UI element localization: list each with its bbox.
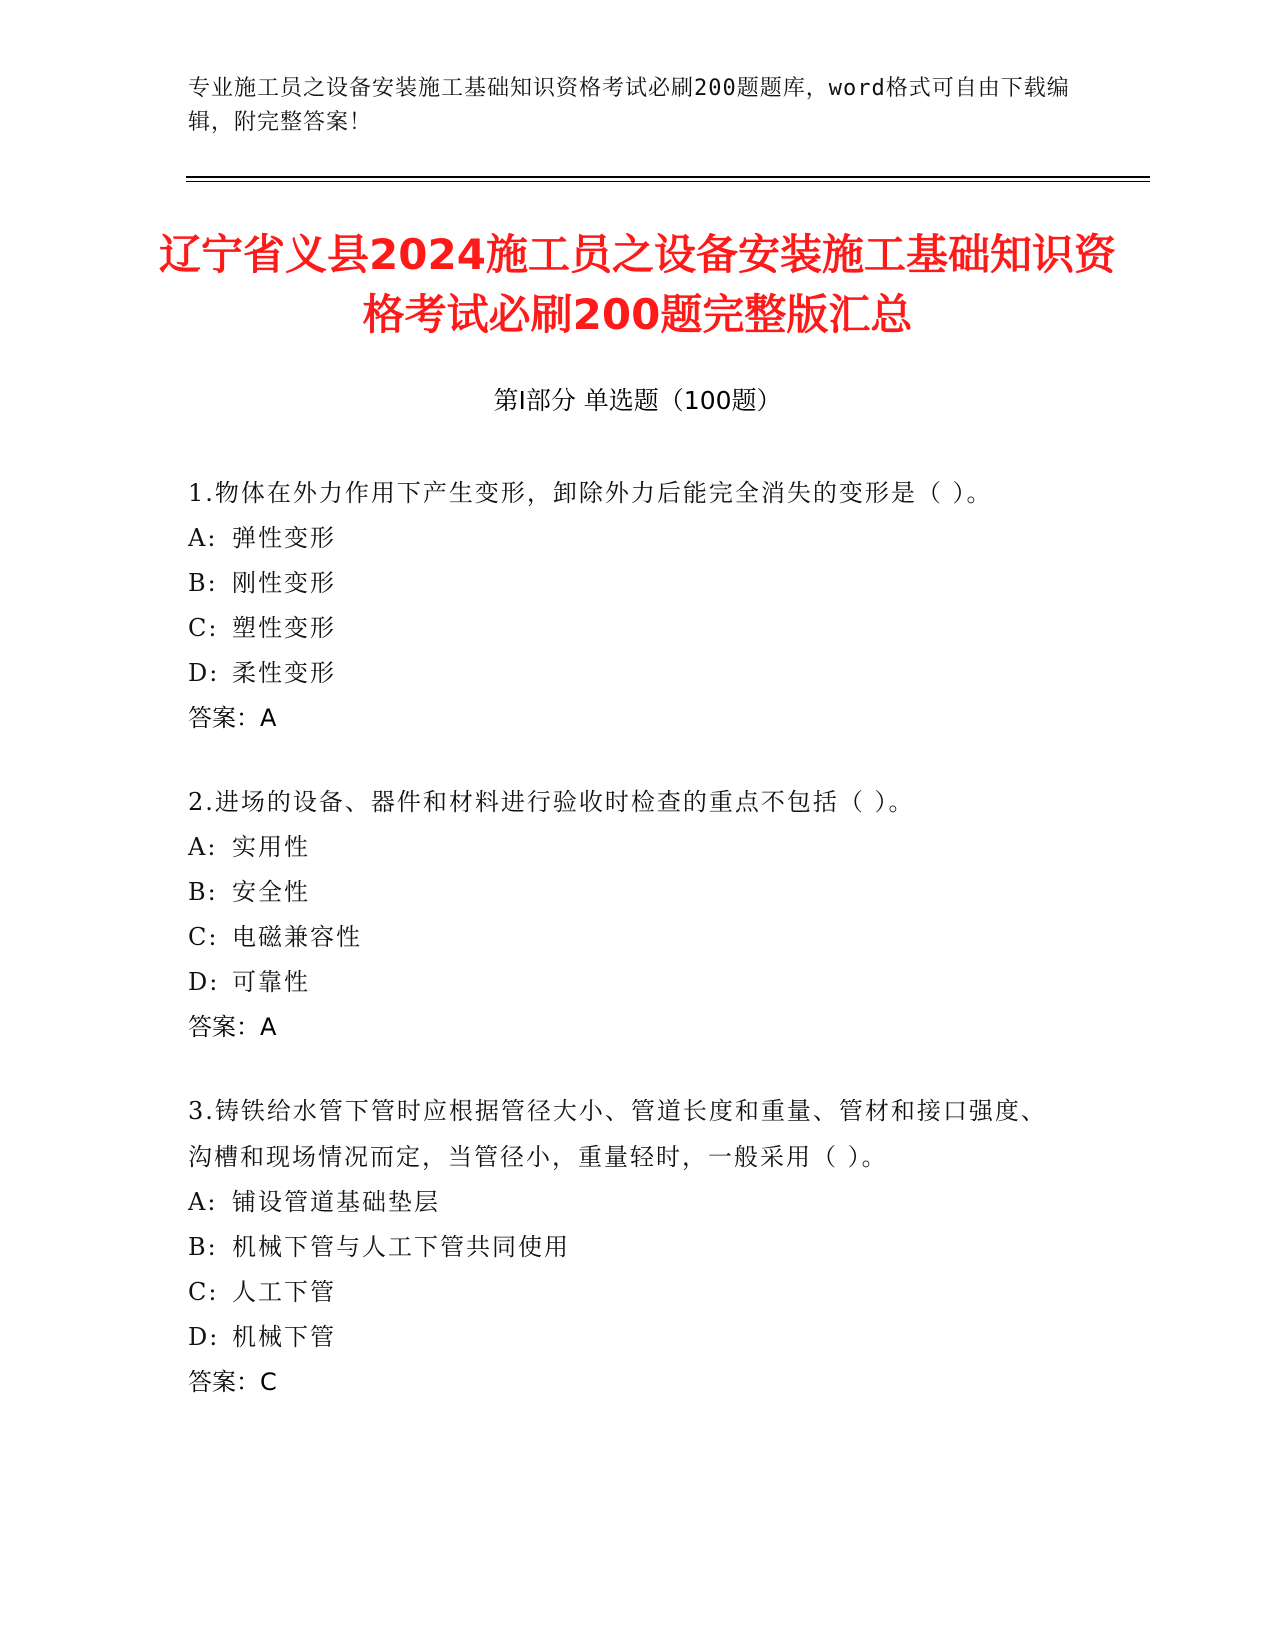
question-item-3: [188, 1088, 1068, 1405]
answer-line: 答案：C: [188, 1368, 277, 1396]
option-letter: C:: [188, 614, 219, 642]
option-text: 铺设管道基础垫层: [232, 1188, 440, 1216]
option-text: 弹性变形: [232, 524, 336, 552]
question-stem: 3.铸铁给水管下管时应根据管径大小、管道长度和重量、管材和接口强度、沟槽和现场情况而定，当管径小，重量轻时，一般采用（ ）。: [188, 1097, 1047, 1171]
option-letter: D:: [188, 659, 220, 687]
option-letter: D:: [188, 1323, 220, 1351]
option-letter: B:: [188, 569, 218, 597]
question-stem: 2.进场的设备、器件和材料进行验收时检查的重点不包括（ ）。: [188, 788, 915, 816]
option-text: 可靠性: [232, 968, 310, 996]
answer-line: 答案：A: [188, 1013, 277, 1041]
option-text: 柔性变形: [232, 659, 336, 687]
header-divider-thick: [186, 176, 1150, 178]
option-letter: B:: [188, 1233, 218, 1261]
option-c: [188, 1270, 1068, 1315]
option-a: [188, 1180, 1068, 1225]
section-heading: 第Ⅰ部分 单选题（100题）: [493, 386, 782, 415]
option-letter: A:: [188, 1188, 218, 1216]
option-letter: C:: [188, 1278, 219, 1306]
option-text: 实用性: [232, 833, 310, 861]
option-d: [188, 960, 1068, 1005]
header-note: 专业施工员之设备安装施工基础知识资格考试必刷200题题库，word格式可自由下载编辑，附完整答案！: [188, 76, 1070, 135]
option-c: [188, 915, 1068, 960]
option-text: 机械下管与人工下管共同使用: [232, 1233, 570, 1261]
option-letter: B:: [188, 878, 218, 906]
option-a: [188, 825, 1068, 870]
option-letter: D:: [188, 968, 220, 996]
option-letter: C:: [188, 923, 219, 951]
option-a: [188, 516, 1068, 561]
option-letter: A:: [188, 833, 218, 861]
option-text: 塑性变形: [232, 614, 336, 642]
option-d: [188, 651, 1068, 696]
question-item-2: [188, 779, 1068, 1050]
option-text: 机械下管: [232, 1323, 336, 1351]
option-text: 安全性: [232, 878, 310, 906]
document-title: 辽宁省义县2024施工员之设备安装施工基础知识资格考试必刷200题完整版汇总: [159, 230, 1116, 339]
option-text: 电磁兼容性: [232, 923, 362, 951]
answer-line: 答案：A: [188, 704, 277, 732]
question-list: [188, 470, 1068, 1443]
question-stem: 1.物体在外力作用下产生变形，卸除外力后能完全消失的变形是（ ）。: [188, 479, 993, 507]
question-item-1: [188, 470, 1068, 741]
option-text: 人工下管: [232, 1278, 336, 1306]
option-b: [188, 870, 1068, 915]
option-d: [188, 1315, 1068, 1360]
option-text: 刚性变形: [232, 569, 336, 597]
header-divider-thin: [186, 181, 1150, 182]
option-b: [188, 1225, 1068, 1270]
option-b: [188, 561, 1068, 606]
option-letter: A:: [188, 524, 218, 552]
option-c: [188, 606, 1068, 651]
